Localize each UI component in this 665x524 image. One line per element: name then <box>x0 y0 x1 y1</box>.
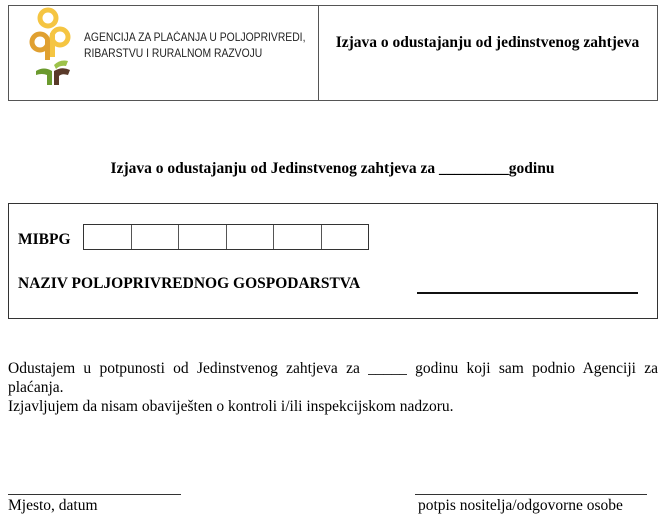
mibpg-label: MIBPG <box>18 231 71 248</box>
place-date-line[interactable] <box>8 494 181 495</box>
mibpg-cell[interactable] <box>274 225 322 249</box>
mibpg-cell[interactable] <box>227 225 275 249</box>
agency-name-line2: RIBARSTVU I RURALNOM RAZVOJU <box>84 48 263 60</box>
mibpg-cell[interactable] <box>322 225 369 249</box>
header-divider <box>318 5 319 100</box>
place-date-label: Mjesto, datum <box>8 497 98 514</box>
agency-name <box>84 30 305 62</box>
header-doc-title: Izjava o odustajanju od jedinstvenog zahtjeva <box>335 34 640 51</box>
mibpg-cell[interactable] <box>84 225 132 249</box>
statement-line1: Odustajem u potpunosti od Jedinstvenog zahtjeva za _____ godinu koji sam podnio Agenciji za plaćanja. <box>8 360 658 396</box>
statement-line2: Izjavljujem da nisam obaviješten o kontroli i/ili inspekcijskom nadzoru. <box>8 398 454 415</box>
agency-logo <box>26 5 78 87</box>
mibpg-input[interactable] <box>83 224 369 250</box>
agency-name-line1: AGENCIJA ZA PLAĆANJA U POLJOPRIVREDI, <box>84 32 306 44</box>
naziv-label: NAZIV POLJOPRIVREDNOG GOSPODARSTVA <box>18 275 361 292</box>
statement-text <box>8 359 658 416</box>
mibpg-cell[interactable] <box>179 225 227 249</box>
signature-label: potpis nositelja/odgovorne osobe <box>418 497 623 514</box>
form-box <box>8 203 658 319</box>
signature-line[interactable] <box>415 494 647 495</box>
mibpg-cell[interactable] <box>132 225 180 249</box>
naziv-input-line[interactable] <box>417 292 638 294</box>
page-title: Izjava o odustajanju od Jedinstvenog zahtjeva za _________godinu <box>110 160 555 177</box>
